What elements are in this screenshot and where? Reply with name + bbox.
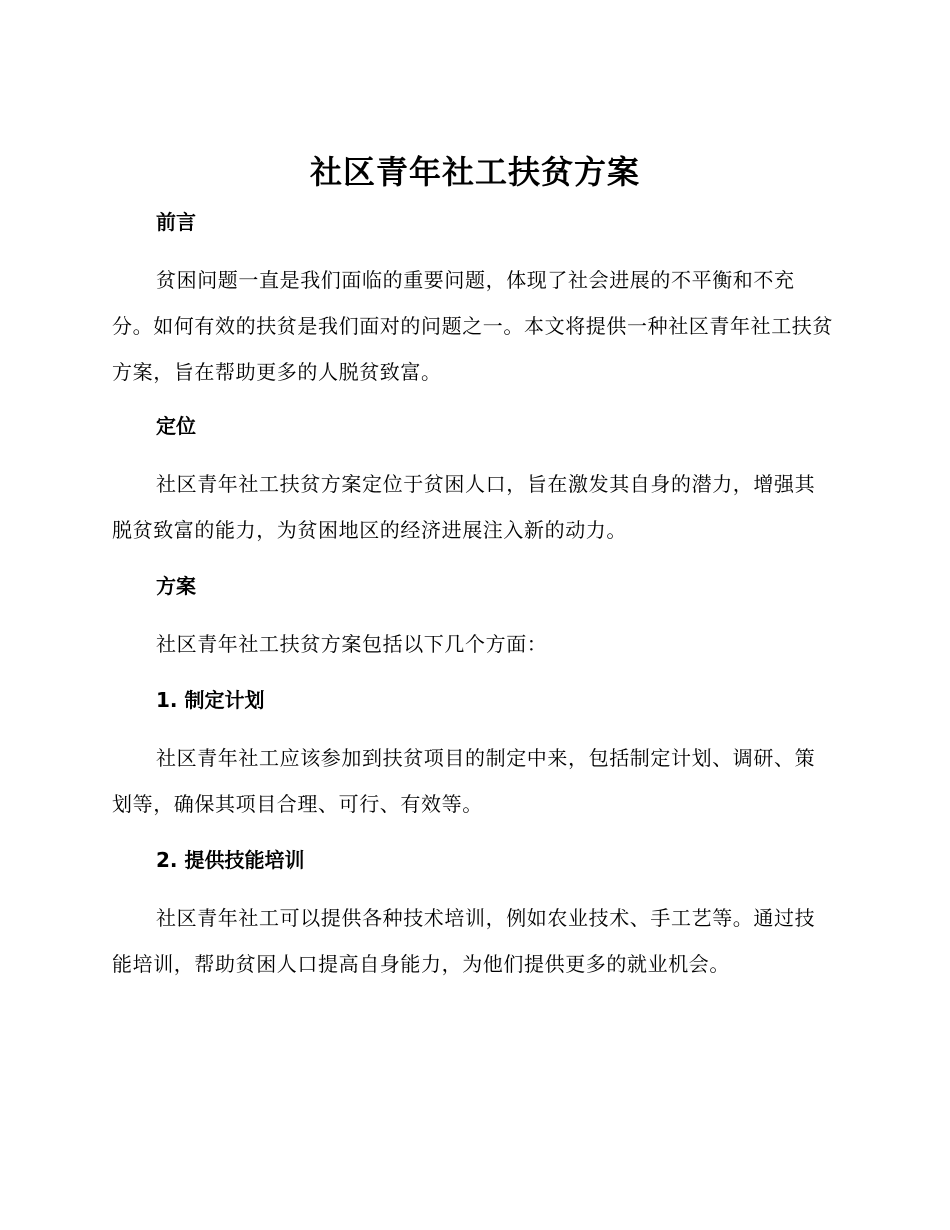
section-paragraph-skill-training: 社区青年社工可以提供各种技术培训，例如农业技术、手工艺等。通过技能培训，帮助贫困人口提高自身能力，为他们提供更多的就业机会。 bbox=[112, 906, 816, 976]
section-heading-preface: 前言 bbox=[156, 210, 196, 234]
section-paragraph-make-plan: 社区青年社工应该参加到扶贫项目的制定中来，包括制定计划、调研、策划等，确保其项目合理、可行、有效等。 bbox=[112, 746, 816, 816]
section-heading-positioning: 定位 bbox=[156, 414, 196, 438]
section-heading-plan: 方案 bbox=[156, 574, 196, 598]
section-paragraph-plan: 社区青年社工扶贫方案包括以下几个方面： bbox=[156, 632, 548, 656]
document-title: 社区青年社工扶贫方案 bbox=[309, 153, 640, 191]
section-heading-skill-training: 2. 提供技能培训 bbox=[156, 848, 305, 872]
section-paragraph-preface: 贫困问题一直是我们面临的重要问题，体现了社会进展的不平衡和不充分。如何有效的扶贫是我们面对的问题之一。本文将提供一种社区青年社工扶贫方案，旨在帮助更多的人脱贫致富。 bbox=[112, 268, 833, 384]
section-paragraph-positioning: 社区青年社工扶贫方案定位于贫困人口，旨在激发其自身的潜力，增强其脱贫致富的能力，为贫困地区的经济进展注入新的动力。 bbox=[112, 472, 816, 542]
section-heading-make-plan: 1. 制定计划 bbox=[156, 688, 265, 712]
